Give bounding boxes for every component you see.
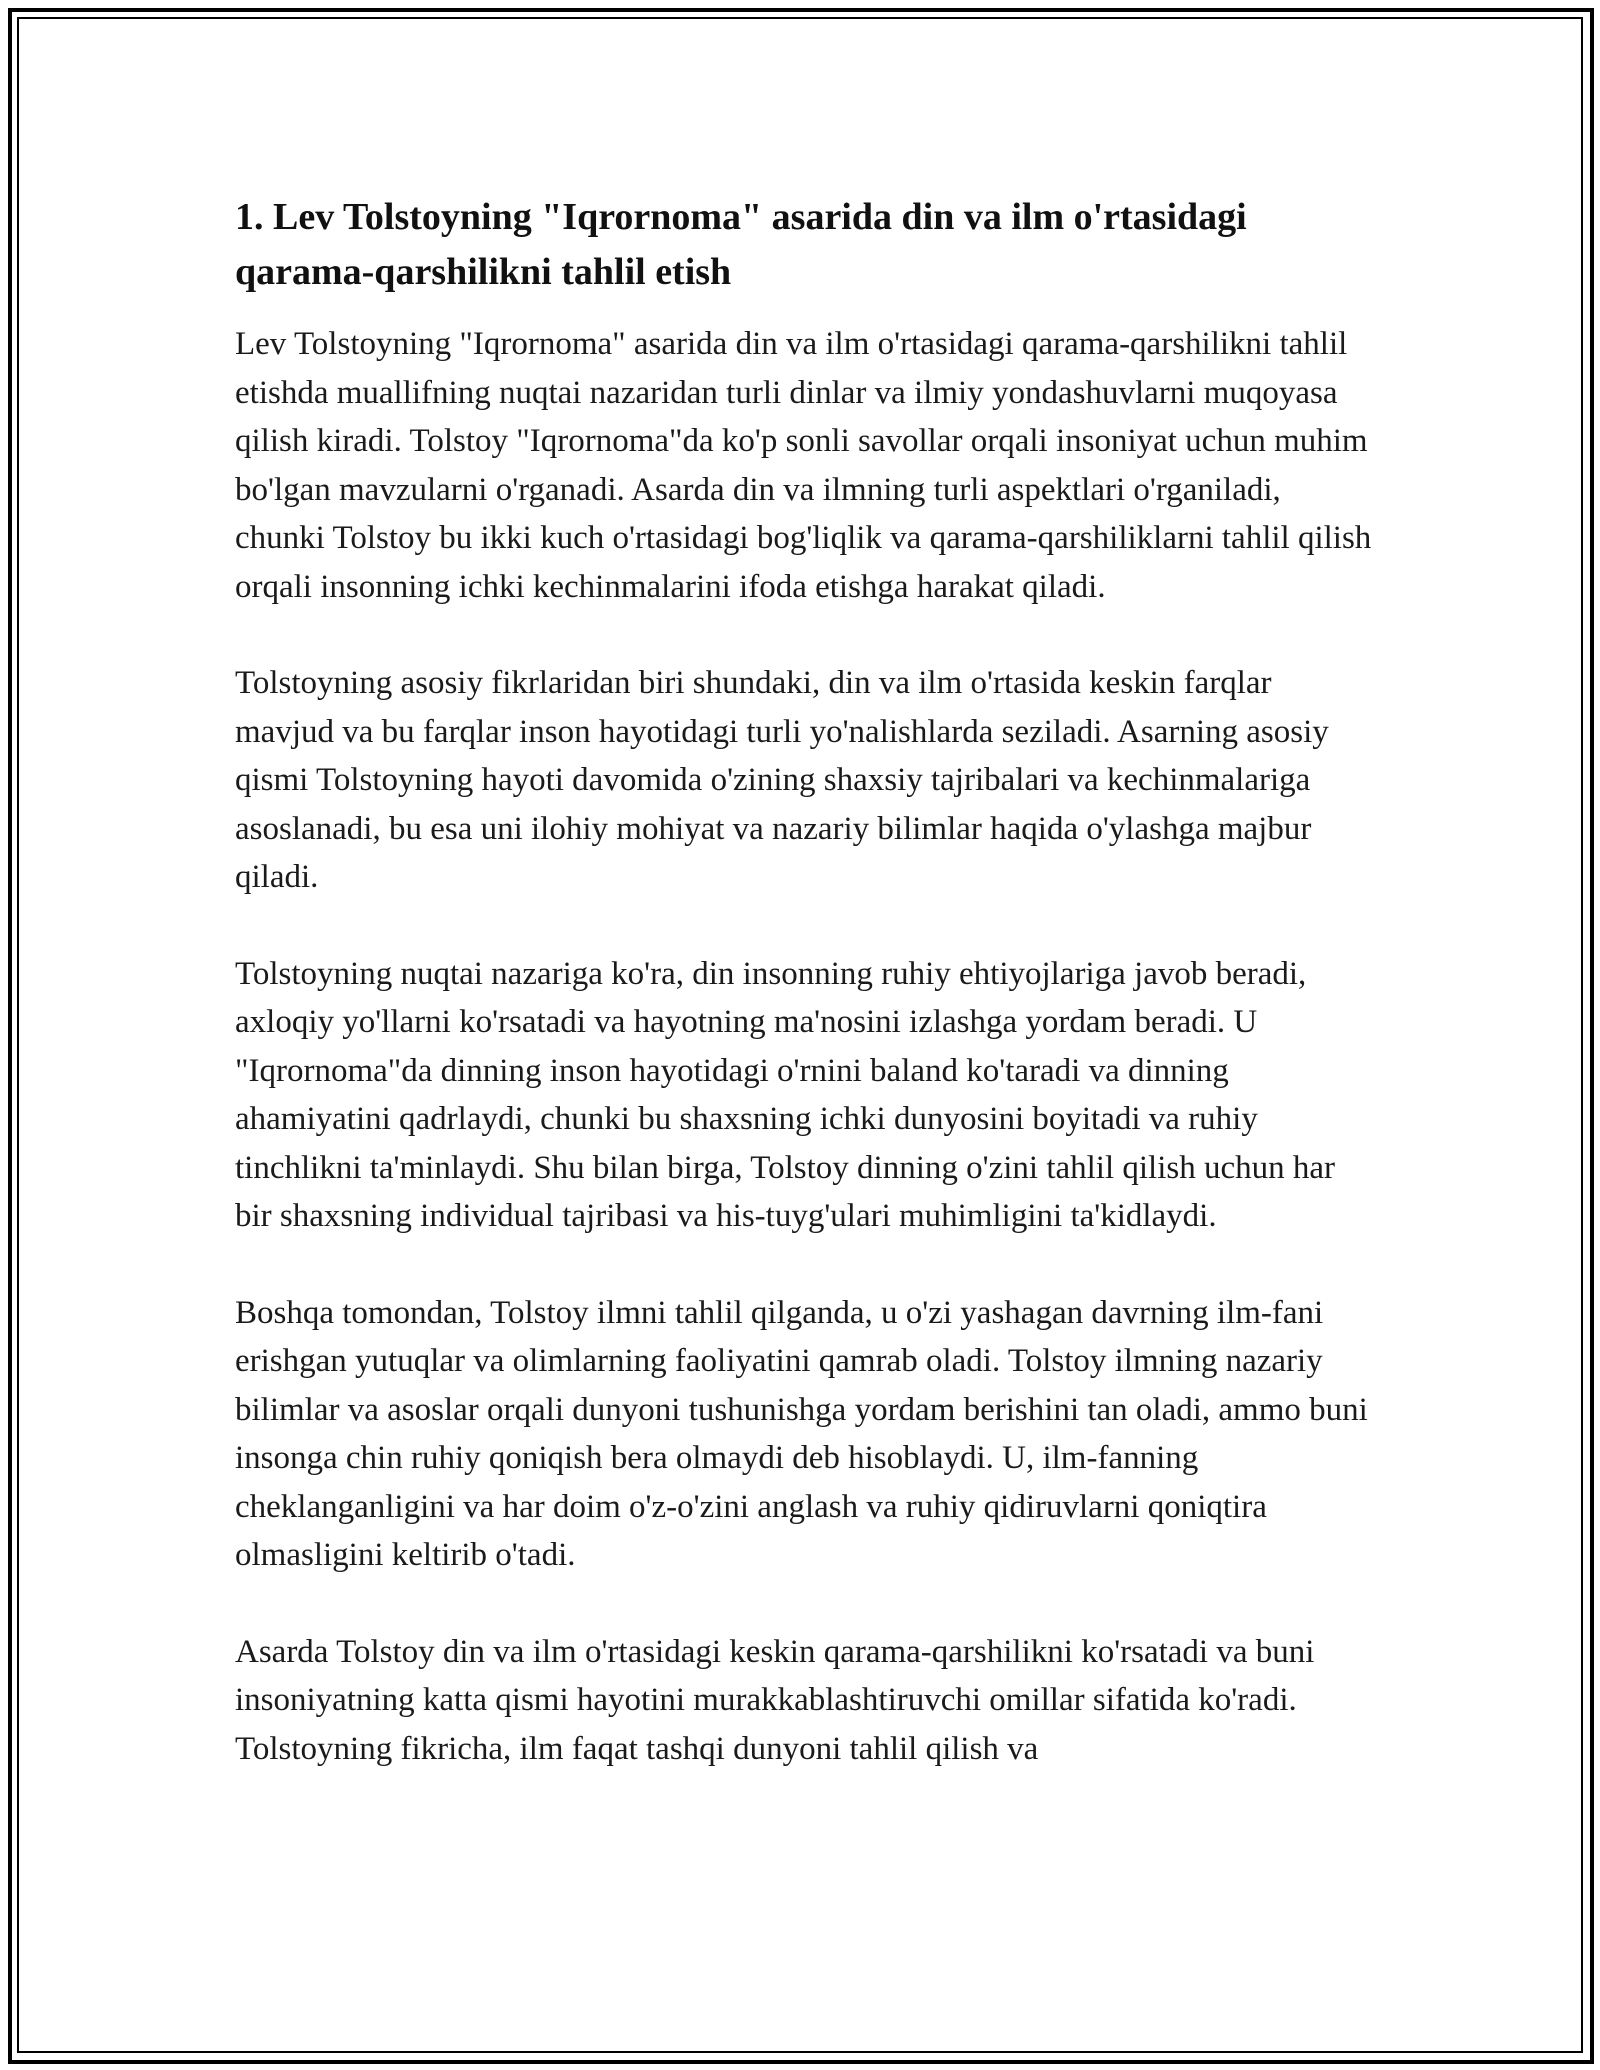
paragraph-5: Asarda Tolstoy din va ilm o'rtasidagi keskin qarama-qarshilikni ko'rsatadi va buni insoniyatning katta qismi hayotini murakkablashtiruvchi omillar sifatida ko'radi. Tolstoyning fikricha, ilm faqat tashqi dunyoni tahlil qilish va: [235, 1633, 1315, 1767]
document-body: [235, 190, 1375, 1821]
paragraph-3: Tolstoyning nuqtai nazariga ko'ra, din insonning ruhiy ehtiyojlariga javob beradi, axloqiy yo'llarni ko'rsatadi va hayotning ma'nosini izlashga yordam beradi. U "Iqrornoma"da dinning inson hayotidagi o'rnini baland ko'taradi va dinning ahamiyatini qadrlaydi, chunki bu shaxsning ichki dunyosini boyitadi va ruhiy tinchlikni ta'minlaydi. Shu bilan birga, Tolstoy dinning o'zini tahlil qilish uchun har bir shaxsning individual tajribasi va his-tuyg'ulari muhimligini ta'kidlaydi.: [235, 955, 1336, 1234]
section-heading: 1. Lev Tolstoyning "Iqrornoma" asarida din va ilm o'rtasidagi qarama-qarshilikni tahlil etish: [235, 196, 1247, 293]
paragraph-1: Lev Tolstoyning "Iqrornoma" asarida din va ilm o'rtasidagi qarama-qarshilikni tahlil etishda muallifning nuqtai nazaridan turli dinlar va ilmiy yondashuvlarni muqoyasa qilish kiradi. Tolstoy "Iqrornoma"da ko'p sonli savollar orqali insoniyat uchun muhim bo'lgan mavzularni o'rganadi. Asarda din va ilmning turli aspektlari o'rganiladi, chunki Tolstoy bu ikki kuch o'rtasidagi bog'liqlik va qarama-qarshiliklarni tahlil qilish orqali insonning ichki kechinmalarini ifoda etishga harakat qiladi.: [235, 326, 1372, 605]
paragraph-4: Boshqa tomondan, Tolstoy ilmni tahlil qilganda, u o'zi yashagan davrning ilm-fani erishgan yutuqlar va olimlarning faoliyatini qamrab oladi. Tolstoy ilmning nazariy bilimlar va asoslar orqali dunyoni tushunishga yordam berishini tan oladi, ammo buni insonga chin ruhiy qoniqish bera olmaydi deb hisoblaydi. U, ilm-fanning cheklanganligini va har doim o'z-o'zini anglash va ruhiy qidiruvlarni qoniqtira olmasligini keltirib o'tadi.: [235, 1294, 1368, 1573]
paragraph-2: Tolstoyning asosiy fikrlaridan biri shundaki, din va ilm o'rtasida keskin farqlar mavjud va bu farqlar inson hayotidagi turli yo'nalishlarda seziladi. Asarning asosiy qismi Tolstoyning hayoti davomida o'zining shaxsiy tajribalari va kechinmalariga asoslanadi, bu esa uni ilohiy mohiyat va nazariy bilimlar haqida o'ylashga majbur qiladi.: [235, 665, 1329, 895]
